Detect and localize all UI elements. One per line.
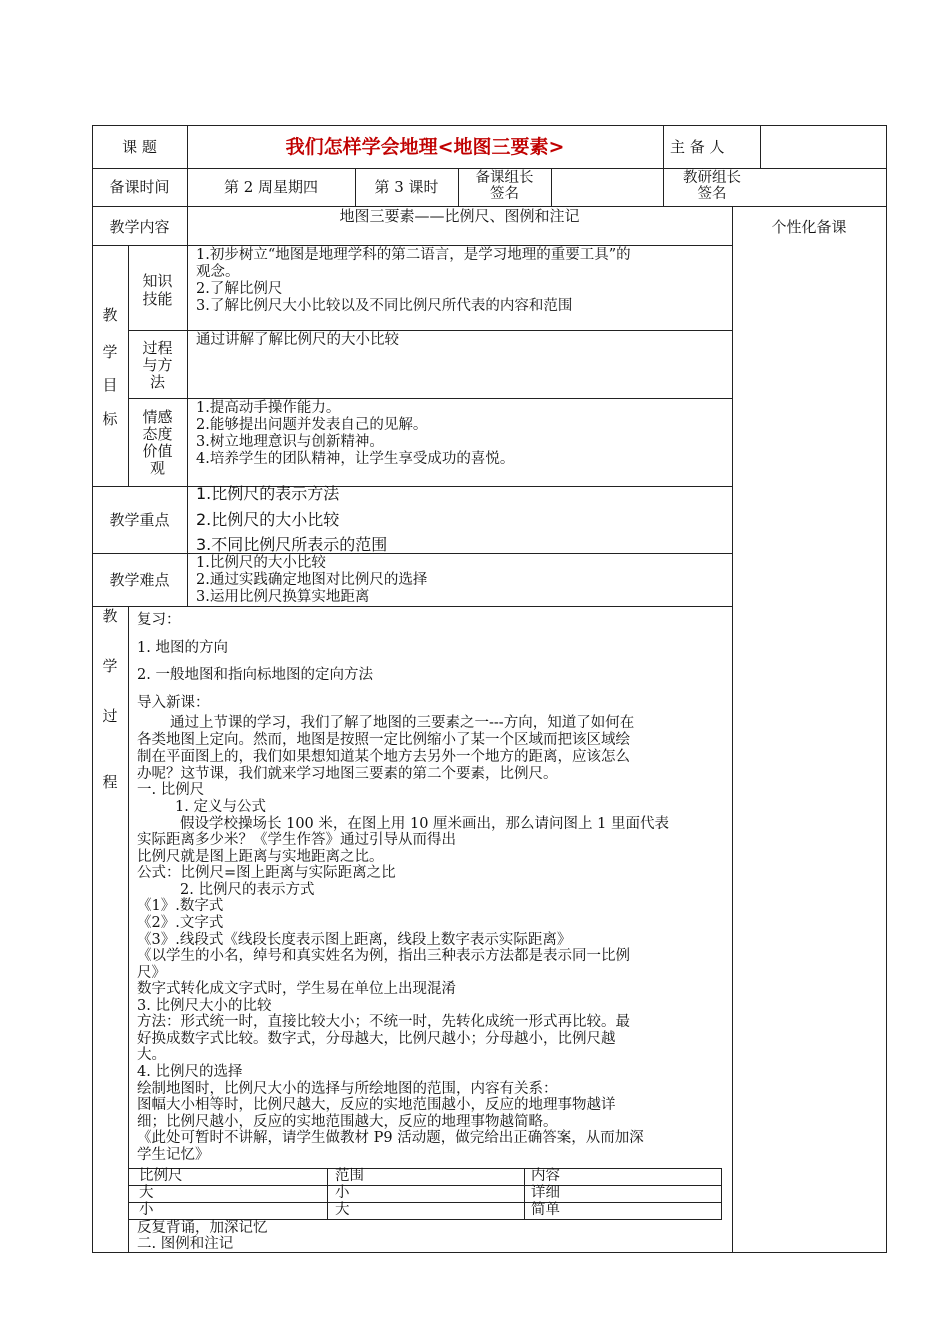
- lesson-title: 我们怎样学会地理<地图三要素>: [285, 136, 565, 158]
- preparer-label: 主 备 人: [670, 138, 725, 156]
- period: 第 3 课时: [374, 178, 439, 196]
- group-leader-label: 备课组长 签名: [475, 170, 534, 202]
- table-cell: 简单: [531, 1202, 560, 1218]
- table-header: 范围: [335, 1168, 364, 1184]
- personal-prep-label: 个性化备课: [771, 218, 847, 236]
- after-table-line: 反复背诵，加深记忆: [137, 1220, 268, 1236]
- key-points-label: 教学重点: [109, 511, 170, 529]
- knowledge-label: 知识 技能: [142, 272, 173, 308]
- content-value: 地图三要素——比例尺、图例和注记: [339, 207, 580, 225]
- review-item: 2. 一般地图和指向标地图的定向方法: [137, 667, 373, 683]
- table-cell: 大: [139, 1185, 154, 1201]
- review-title: 复习：: [137, 612, 181, 628]
- subject-label: 课 题: [122, 138, 157, 156]
- lesson-plan-page: 课 题 我们怎样学会地理<地图三要素> 主 备 人 备课时间 第 2 周星期四 第 3 课时 备课组长 签名 教研组长 签名 教学内容 地图三要素——比例尺、图例和注记 个性化备课 教 学 目 标 知识 技能 1.初步树立“地图是地理学科的第二语言，是学习地理的重要工具”的 观念。 2.了解比例尺 3.了解比例尺大小比较以及不同比例尺所代表的内容和范围 过程 与方 法 通过讲解了解比例尺的大小比较 情感 态度 价值 观 1.提高动手操作能力。 2.能够提出问题并发表自己的见解。 3.树立地理意识与创新精神。 4.培养学生的团队精神，让学生享受成功的喜悦。 教学重点 1.比例尺的表示方法 2.比例尺的大小比较 3.不同比例尺所表示的范围 教学难点 1.比例尺的大小比较 2.通过实践确定地图对比例尺的选择 3.运用比例尺换算实地距离 教 学 过 程 复习： 1. 地图的方向 2. 一般地图和指向标地图的定向方法 导入新课： 通过上节课的学习，我们了解了地图的三要素之一---方向，知道了如何在 各类地图上定向。然而，地图是按照一定比例缩小了某一个区域而把该区域绘 制在平面图上的，我们如果想知道某个地方去另外一个地方的距离，应该怎么 办呢？这节课，我们就来学习地图三要素的第二个要素，比例尺。 一. 比例尺 1. 定义与公式 假设学校操场长 100 米，在图上用 10 厘米画出，那么请问图上 1 里面代表 实际距离多少米？《学生作答》通过引导从而得出 比例尺就是图上距离与实地距离之比。 公式：比例尺=图上距离与实际距离之比 2. 比例尺的表示方式 《1》.数字式 《2》.文字式 《3》.线段式《线段长度表示图上距离，线段上数字表示实际距离》 《以学生的小名，绰号和真实姓名为例，指出三种表示方法都是表示同一比例 尺》 数字式转化成文字式时，学生易在单位上出现混淆 3. 比例尺大小的比较 方法：形式统一时，直接比较大小；不统一时，先转化成统一形式再比较。最 好换成数字式比较。数字式，分母越大，比例尺越小；分母越小，比例尺越 大。 4. 比例尺的选择 绘制地图时，比例尺大小的选择与所绘地图的范围，内容有关系： 图幅大小相等时，比例尺越大，反应的实地范围越小，反应的地理事物越详 细；比例尺越小，反应的实地范围越大，反应的地理事物越简略。 《此处可暂时不讲解，请学生做教材 P9 活动题，做完给出正确答案，从而加深 学生记忆》 比例尺 范围 内容 大 小 详细 小 大 简单 反复背诵，加深记忆 二. 图例和注记: [0, 0, 950, 1344]
- process-method-label: 过程 与方 法: [142, 339, 173, 391]
- week-day: 第 2 周星期四: [223, 178, 319, 196]
- table-header: 比例尺: [139, 1168, 183, 1184]
- table-cell: 大: [335, 1202, 350, 1218]
- process-method-text: 通过讲解了解比例尺的大小比较: [196, 332, 399, 348]
- difficulties-label: 教学难点: [109, 571, 170, 589]
- research-leader-label: 教研组长 签名: [683, 170, 741, 202]
- content-label: 教学内容: [109, 218, 170, 236]
- table-cell: 小: [139, 1202, 154, 1218]
- intro-title: 导入新课：: [137, 695, 210, 711]
- table-header: 内容: [531, 1168, 560, 1184]
- prep-time-label: 备课时间: [109, 178, 170, 196]
- table-cell: 详细: [531, 1185, 560, 1201]
- section-heading: 二. 图例和注记: [137, 1236, 234, 1252]
- review-item: 1. 地图的方向: [137, 640, 228, 656]
- emotion-label: 情感 态度 价值 观: [142, 408, 173, 477]
- table-cell: 小: [335, 1185, 350, 1201]
